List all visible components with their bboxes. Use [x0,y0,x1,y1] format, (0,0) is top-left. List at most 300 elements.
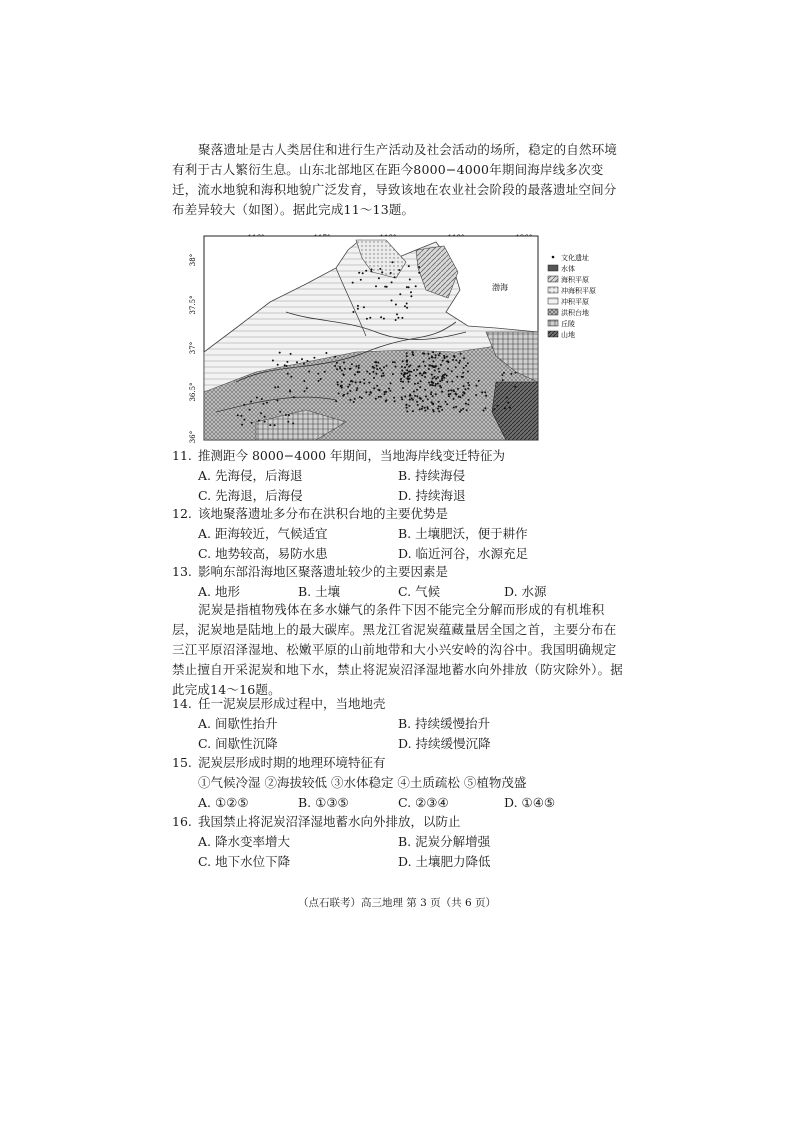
site-dot [401,396,403,398]
site-dot [443,357,445,359]
site-dot [325,352,327,354]
site-dot [452,359,454,361]
site-dot [392,361,394,363]
site-dot [450,393,452,395]
site-dot [461,376,463,378]
site-dot [438,371,440,373]
site-dot [418,266,420,268]
option-b[interactable]: B. 持续缓慢抬升 [398,716,491,731]
site-dot [406,307,408,309]
site-dot [401,366,403,368]
question-number: 12. [172,506,192,521]
site-dot [410,291,412,293]
site-dot [385,391,387,393]
site-dot [431,356,433,358]
site-dot [455,366,457,368]
site-dot [290,376,292,378]
site-dot [463,367,465,369]
site-dot [410,371,412,373]
site-dot [504,407,506,409]
site-dot [353,401,355,403]
site-dot [304,390,306,392]
site-dot [447,361,449,363]
option-c[interactable]: C. 气候 [398,584,441,599]
site-dot [456,376,458,378]
site-dot [406,303,408,305]
site-dot [434,370,436,372]
site-dot [320,378,322,380]
site-dot [339,366,341,368]
site-dot [378,396,380,398]
site-dot [457,388,459,390]
option-b[interactable]: B. 土壤 [298,584,341,599]
site-dot [250,401,252,403]
site-dot [401,373,403,375]
site-dot [414,395,416,397]
site-dot [396,313,398,315]
site-dot [446,403,448,405]
site-dot [395,319,397,321]
site-dot [467,382,469,384]
site-dot [362,272,364,274]
site-dot [354,374,356,376]
site-dot [429,365,431,367]
site-dot [377,362,379,364]
option-a[interactable]: A. 降水变率增大 [198,834,290,849]
site-dot [420,380,422,382]
site-dot [406,352,408,354]
legend-symbol-water [548,265,558,271]
site-dot [412,351,414,353]
page-footer: （点石联考）高三地理 第 3 页（共 6 页） [297,897,497,909]
site-dot [441,391,443,393]
site-dot [363,379,365,381]
site-dot [465,403,467,405]
site-dot [425,395,427,397]
site-dot [349,390,351,392]
site-dot [427,353,429,355]
site-dot [485,395,487,397]
site-dot [467,362,469,364]
site-dot [404,372,406,374]
lat-label-37: 37° [189,341,197,355]
site-dot [435,378,437,380]
site-dot [454,356,456,358]
legend-label-5: 冲积平原 [561,298,589,306]
option-d[interactable]: D. ①④⑤ [504,795,556,810]
site-dot [465,365,467,367]
question-number: 16. [172,814,192,829]
option-d[interactable]: D. 土壤肥力降低 [398,854,491,869]
site-dot [428,358,430,360]
site-dot [427,398,429,400]
site-dot [398,269,400,271]
site-dot [354,398,356,400]
site-dot [243,404,245,406]
site-dot [441,379,443,381]
site-dot [421,406,423,408]
site-dot [400,378,402,380]
site-dot [419,386,421,388]
site-dot [437,376,439,378]
site-dot [410,295,412,297]
site-dot [375,361,377,363]
site-dot [370,391,372,393]
site-dot [380,396,382,398]
site-dot [423,371,425,373]
site-dot [241,424,243,426]
legend-symbol-alluvial-marine [548,287,558,293]
site-dot [263,403,265,405]
legend-symbol-hill [548,320,558,326]
question-items: ①气候冷湿 ②海拔较低 ③水体稳定 ④土质疏松 ⑤植物茂盛 [198,775,527,790]
site-dot [317,373,319,375]
site-dot [455,359,457,361]
site-dot [431,374,433,376]
site-dot [352,282,354,284]
option-d[interactable]: D. 持续缓慢沉降 [398,736,491,751]
site-dot [406,410,408,412]
site-dot [514,386,516,388]
site-dot [460,409,462,411]
site-dot [443,355,445,357]
option-a[interactable]: A. 距海较近，气候适宜 [198,526,328,541]
site-dot [376,368,378,370]
site-dot [493,408,495,410]
site-dot [266,402,268,404]
site-dot [515,372,517,374]
site-dot [375,373,377,375]
site-dot [366,371,368,373]
site-dot [422,400,424,402]
question-stem: 任一泥炭层形成过程中，当地地壳 [198,696,386,711]
site-dot [285,414,287,416]
site-dot [506,396,508,398]
site-dot [395,366,397,368]
site-dot [424,365,426,367]
site-dot [423,361,425,363]
site-dot [476,385,478,387]
site-dot [402,387,404,389]
site-dot [391,300,393,302]
site-dot [390,382,392,384]
site-dot [378,277,380,279]
site-dot [342,373,344,375]
site-dot [419,408,421,410]
site-dot [337,381,339,383]
site-dot [404,396,406,398]
site-dot [507,402,509,404]
site-dot [388,388,390,390]
option-b[interactable]: B. 持续海侵 [398,468,466,483]
site-dot [359,381,361,383]
site-dot [240,415,242,417]
site-dot [421,408,423,410]
site-dot [455,406,457,408]
site-dot [404,305,406,307]
site-dot [394,361,396,363]
site-dot [451,381,453,383]
site-dot [395,304,397,306]
site-dot [413,391,415,393]
question-15 [172,753,632,813]
option-c[interactable]: C. 地势较高，易防水患 [198,546,328,561]
site-dot [462,394,464,396]
site-dot [440,386,442,388]
site-dot [357,305,359,307]
site-dot [414,383,416,385]
site-dot [341,370,343,372]
site-dot [390,272,392,274]
site-dot [406,407,408,409]
site-dot [434,357,436,359]
site-dot [347,386,349,388]
site-dot [410,364,412,366]
site-dot [416,401,418,403]
question-11 [172,446,632,506]
option-a[interactable]: A. 地形 [198,584,240,599]
site-dot [251,422,253,424]
site-dot [412,410,414,412]
site-dot [447,368,449,370]
question-number: 15. [172,755,192,770]
site-dot [360,279,362,281]
site-dot [403,374,405,376]
site-dot [462,372,464,374]
site-dot [313,357,315,359]
option-a[interactable]: A. 间歇性抬升 [198,716,278,731]
option-c[interactable]: C. 间歇性沉降 [198,736,278,751]
option-b[interactable]: B. 泥炭分解增强 [398,834,491,849]
site-dot [478,380,480,382]
site-dot [438,405,440,407]
legend-label-6: 洪积台地 [561,309,589,317]
option-a[interactable]: A. 先海侵，后海退 [198,468,303,483]
site-dot [358,365,360,367]
site-dot [433,410,435,412]
site-dot [451,370,453,372]
site-dot [303,380,305,382]
site-dot [347,393,349,395]
site-dot [484,407,486,409]
site-dot [397,317,399,319]
site-dot [432,360,434,362]
site-dot [356,389,358,391]
site-dot [261,398,263,400]
option-a[interactable]: A. ①②⑤ [198,795,249,810]
option-c[interactable]: C. 地下水位下降 [198,854,291,869]
site-dot [290,353,292,355]
site-dot [358,367,360,369]
site-dot [409,399,411,401]
legend-label-8: 山地 [561,331,575,339]
legend-symbol-marine [548,276,558,282]
site-dot [385,399,387,401]
site-dot [391,261,393,263]
site-dot [406,286,408,288]
site-dot [258,420,260,422]
site-dot [369,373,371,375]
site-dot [408,265,410,267]
site-dot [438,368,440,370]
site-dot [463,385,465,387]
site-dot [370,270,372,272]
site-dot [357,308,359,310]
site-dot [458,362,460,364]
site-dot [431,384,433,386]
site-dot [338,393,340,395]
site-dot [501,374,503,376]
question-number: 14. [172,696,192,711]
site-dot [467,371,469,373]
site-dot [419,397,421,399]
site-dot [350,368,352,370]
site-dot [442,360,444,362]
site-dot [365,270,367,272]
site-dot [376,385,378,387]
site-dot [394,276,396,278]
site-dot [432,382,434,384]
site-dot [343,394,345,396]
site-dot [363,306,365,308]
site-dot [337,384,339,386]
option-d[interactable]: D. 临近河谷，水源充足 [398,546,529,561]
site-dot [363,382,365,384]
site-dot [408,381,410,383]
option-d[interactable]: D. 水源 [504,584,547,599]
site-dot [412,353,414,355]
site-dot [483,410,485,412]
sea-label: 渤海 [492,283,508,292]
site-dot [502,379,504,381]
site-dot [439,352,441,354]
site-dot [287,373,289,375]
site-dot [381,375,383,377]
site-dot [437,383,439,385]
option-b[interactable]: B. ①③⑤ [298,795,349,810]
site-dot [351,363,353,365]
site-dot [400,380,402,382]
site-dot [424,407,426,409]
site-dot [424,376,426,378]
site-dot [386,365,388,367]
site-dot [399,293,401,295]
legend-label-2: 水体 [561,265,575,273]
site-dot [438,401,440,403]
option-b[interactable]: B. 土壤肥沃，便于耕作 [398,526,528,541]
site-dot [369,317,371,319]
site-dot [408,405,410,407]
site-dot [430,393,432,395]
site-dot [435,383,437,385]
site-dot [335,400,337,402]
site-dot [416,395,418,397]
site-dot [369,394,371,396]
site-dot [412,399,414,401]
site-dot [405,404,407,406]
site-dot [406,355,408,357]
site-dot [381,271,383,273]
site-dot [368,382,370,384]
site-dot [334,365,336,367]
site-dot [382,372,384,374]
site-dot [467,388,469,390]
site-dot [475,394,477,396]
site-dot [446,381,448,383]
site-dot [452,389,454,391]
question-stem: 影响东部沿海地区聚落遗址较少的主要因素是 [198,564,449,579]
site-dot [393,397,395,399]
question-14 [172,694,632,754]
site-dot [438,354,440,356]
site-dot [459,411,461,413]
site-dot [444,373,446,375]
site-dot [306,387,308,389]
settlement-map [189,232,636,444]
site-dot [401,317,403,319]
site-dot [413,369,415,371]
option-d[interactable]: D. 持续海退 [398,488,466,503]
option-c[interactable]: C. 先海退，后海侵 [198,488,303,503]
site-dot [409,374,411,376]
site-dot [453,398,455,400]
site-dot [426,406,428,408]
site-dot [421,374,423,376]
site-dot [446,375,448,377]
site-dot [407,376,409,378]
lat-label-37-5: 37.5° [189,295,197,315]
site-dot [448,393,450,395]
site-dot [384,393,386,395]
legend-symbol-alluvial [548,298,558,304]
site-dot [468,384,470,386]
site-dot [289,391,291,393]
legend-label-7: 丘陵 [561,320,575,328]
site-dot [380,316,382,318]
site-dot [464,388,466,390]
site-dot [446,356,448,358]
legend-symbol-dot [552,256,555,259]
option-c[interactable]: C. ②③④ [398,795,449,810]
site-dot [355,365,357,367]
site-dot [356,387,358,389]
site-dot [417,404,419,406]
site-dot [277,386,279,388]
site-dot [249,409,251,411]
site-dot [264,416,266,418]
site-dot [509,407,511,409]
site-dot [237,414,239,416]
site-dot [336,368,338,370]
site-dot [432,395,434,397]
site-dot [286,361,288,363]
site-dot [274,424,276,426]
site-dot [435,354,437,356]
site-dot [349,399,351,401]
legend-label-3: 海积平原 [561,276,589,284]
site-dot [336,362,338,364]
site-dot [279,352,281,354]
site-dot [459,396,461,398]
site-dot [463,357,465,359]
site-dot [419,372,421,374]
site-dot [404,366,406,368]
site-dot [344,368,346,370]
site-dot [260,412,262,414]
site-dot [276,400,278,402]
site-dot [418,272,420,274]
site-dot [409,279,411,281]
